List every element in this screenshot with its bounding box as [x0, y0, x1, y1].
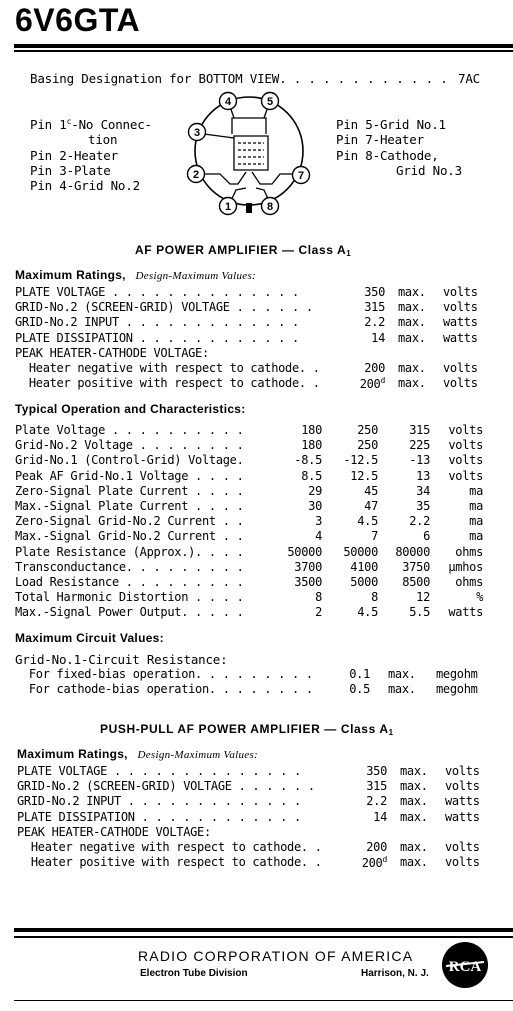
- typical-label: Zero-Signal Grid-No.2 Current . .: [15, 514, 244, 529]
- section2-ratings-title: Maximum Ratings, Design-Maximum Values:: [17, 747, 259, 761]
- rating-label: PLATE VOLTAGE . . . . . . . . . . . . . .: [17, 764, 301, 778]
- typical-v2: -12.5: [343, 453, 378, 468]
- pin-number: Pin 1: [30, 117, 67, 132]
- typical-v3: 225: [409, 438, 430, 453]
- typical-label: Max.-Signal Power Output. . . . .: [15, 605, 244, 620]
- rating-value: 315: [364, 300, 385, 315]
- pin-8-label: 8: [266, 201, 274, 213]
- rating-value: 315: [366, 779, 387, 794]
- circuit-value: 0.5: [349, 682, 370, 697]
- footer-division: Electron Tube Division: [140, 968, 248, 979]
- pin-right-item: Grid No.3: [396, 163, 462, 178]
- basing-value: 7AC: [458, 71, 480, 86]
- rating-unit: watts: [445, 794, 480, 809]
- typical-v1: 3: [315, 514, 322, 529]
- pin-7-label: 7: [297, 170, 305, 182]
- typical-v2: 4.5: [357, 605, 378, 620]
- section2-heading: PUSH-PULL AF POWER AMPLIFIER — Class $A_1$: [100, 722, 394, 737]
- pin-desc: -Plate: [66, 163, 111, 178]
- typical-v1: 50000: [287, 544, 322, 559]
- typical-unit: ma: [469, 529, 483, 544]
- typical-v3: 6: [423, 529, 430, 544]
- rating-unit: volts: [443, 285, 478, 299]
- rating-label: Heater negative with respect to cathode. .: [17, 840, 322, 854]
- typical-unit: ma: [469, 483, 483, 498]
- pin-number: Pin 4: [30, 178, 67, 193]
- rating-value: 200: [364, 361, 385, 375]
- circuit-max: max.: [388, 667, 416, 681]
- rating-unit: watts: [443, 330, 478, 345]
- typical-v2: 47: [364, 499, 378, 513]
- circuit-label: For cathode-bias operation. . . . . . . .: [15, 682, 313, 697]
- rating-max: max.: [398, 330, 426, 345]
- pin-right-item: Pin 5-Grid No.1: [336, 117, 446, 132]
- typical-v1: 180: [301, 438, 322, 453]
- typical-unit: %: [476, 590, 483, 605]
- pin-desc: -Heater: [66, 148, 118, 163]
- typical-unit: ohms: [455, 544, 483, 559]
- rating-unit: volts: [445, 764, 480, 778]
- typical-v1: 3500: [294, 575, 322, 589]
- rating-value: 14: [371, 330, 385, 345]
- typical-label: Plate Resistance (Approx.). . . .: [15, 544, 244, 559]
- rating-max: max.: [400, 855, 428, 870]
- basing-label: Basing Designation for BOTTOM VIEW. . . . . . . . . . . .: [30, 71, 448, 86]
- pin-desc: -No Connec-: [71, 117, 152, 132]
- typical-unit: ma: [469, 499, 483, 513]
- key-notch: [246, 203, 252, 213]
- footer-rule: [14, 928, 513, 932]
- rating-max: max.: [400, 794, 428, 809]
- circuit-intro: Grid-No.1-Circuit Resistance:: [15, 652, 228, 667]
- rating-value: 350: [364, 285, 385, 299]
- rating-unit: volts: [443, 376, 478, 391]
- pin-left-item: [88, 132, 117, 147]
- typical-v3: 12: [416, 590, 430, 605]
- rating-unit: volts: [445, 855, 480, 870]
- typical-v2: 250: [357, 438, 378, 453]
- typical-label: Max.-Signal Plate Current . . . .: [15, 499, 244, 513]
- rating-max: max.: [400, 809, 428, 824]
- rating-value: 200$^d$: [361, 855, 387, 871]
- pin-left-item: [30, 148, 118, 163]
- title-rule: [14, 44, 513, 48]
- typical-v1: 8.5: [301, 468, 322, 483]
- circuit-label: For fixed-bias operation. . . . . . . . .: [15, 667, 313, 681]
- pin-footnote: c: [66, 117, 72, 126]
- pin-number: Pin 2: [30, 148, 67, 163]
- pin-4-label: 4: [224, 96, 232, 108]
- typical-label: Grid-No.2 Voltage . . . . . . . .: [15, 438, 244, 453]
- typical-v3: 35: [416, 499, 430, 513]
- typical-v1: 180: [301, 423, 322, 437]
- rating-label: Heater positive with respect to cathode. .: [15, 376, 320, 391]
- svg-text:RCA: RCA: [448, 959, 482, 975]
- typical-unit: volts: [448, 453, 483, 468]
- pin-5-label: 5: [266, 96, 274, 108]
- typical-v3: 5.5: [409, 605, 430, 620]
- pin-1-label: 1: [224, 201, 232, 213]
- rating-value: 2.2: [364, 315, 385, 330]
- rating-unit: watts: [443, 315, 478, 330]
- rating-value: 200: [366, 840, 387, 854]
- typical-v1: 2: [315, 605, 322, 620]
- typical-unit: ma: [469, 514, 483, 529]
- typical-v1: 30: [308, 499, 322, 513]
- typical-unit: µmhos: [448, 559, 483, 574]
- rating-label: PLATE DISSIPATION . . . . . . . . . . . .: [17, 809, 301, 824]
- typical-v2: 50000: [343, 544, 378, 559]
- section1-ratings-title: Maximum Ratings, Design-Maximum Values:: [15, 268, 257, 282]
- rating-label: Heater positive with respect to cathode. .: [17, 855, 322, 870]
- typical-v2: 4.5: [357, 514, 378, 529]
- rating-unit: volts: [443, 361, 478, 375]
- rating-label: GRID-No.2 INPUT . . . . . . . . . . . . .: [15, 315, 299, 330]
- typical-v3: 80000: [395, 544, 430, 559]
- rating-max: max.: [398, 300, 426, 315]
- typical-v3: 8500: [402, 575, 430, 589]
- typical-title: Typical Operation and Characteristics:: [15, 402, 246, 416]
- typical-label: Plate Voltage . . . . . . . . . .: [15, 423, 244, 437]
- typical-unit: volts: [448, 423, 483, 437]
- rating-value: 14: [373, 809, 387, 824]
- typical-v3: -13: [409, 453, 430, 468]
- typical-v1: 29: [308, 483, 322, 498]
- typical-v2: 4100: [350, 559, 378, 574]
- typical-label: Zero-Signal Plate Current . . . .: [15, 483, 244, 498]
- bottom-rule: [14, 1000, 513, 1001]
- circuit-max: max.: [388, 682, 416, 697]
- rating-label: GRID-No.2 (SCREEN-GRID) VOLTAGE . . . . . .: [17, 779, 315, 794]
- title-rule-thin: [14, 50, 513, 52]
- rating-unit: volts: [445, 840, 480, 854]
- typical-v2: 7: [371, 529, 378, 544]
- typical-v3: 2.2: [409, 514, 430, 529]
- rating-max: max.: [398, 361, 426, 375]
- pin-left-item: [30, 163, 111, 178]
- typical-label: Max.-Signal Grid-No.2 Current . .: [15, 529, 244, 544]
- rating-max: max.: [398, 315, 426, 330]
- pin-right-item: Pin 7-Heater: [336, 132, 424, 147]
- typical-label: Transconductance. . . . . . . . .: [15, 559, 244, 574]
- typical-label: Total Harmonic Distortion . . . .: [15, 590, 244, 605]
- rating-max: max.: [400, 764, 428, 778]
- pin-left-item: [30, 178, 140, 193]
- pin-2-label: 2: [192, 169, 200, 181]
- footer-rule-thin: [14, 936, 513, 938]
- pin-desc: -Grid No.2: [66, 178, 140, 193]
- typical-v2: 5000: [350, 575, 378, 589]
- typical-label: Grid-No.1 (Control-Grid) Voltage.: [15, 453, 244, 468]
- footer-company: RADIO CORPORATION OF AMERICA: [138, 948, 414, 964]
- rating-label: GRID-No.2 (SCREEN-GRID) VOLTAGE . . . . . .: [15, 300, 313, 315]
- typical-label: Load Resistance . . . . . . . . .: [15, 575, 244, 589]
- typical-unit: ohms: [455, 575, 483, 589]
- rating-unit: volts: [443, 300, 478, 315]
- rating-max: max.: [398, 285, 426, 299]
- typical-v2: 250: [357, 423, 378, 437]
- typical-v3: 34: [416, 483, 430, 498]
- rating-unit: watts: [445, 809, 480, 824]
- typical-unit: volts: [448, 438, 483, 453]
- typical-v1: -8.5: [294, 453, 322, 468]
- rating-label: GRID-No.2 INPUT . . . . . . . . . . . . .: [17, 794, 301, 809]
- circuit-unit: megohm: [436, 667, 478, 681]
- typical-v2: 12.5: [350, 468, 378, 483]
- rating-label: PLATE DISSIPATION . . . . . . . . . . . .: [15, 330, 299, 345]
- rca-logo: [440, 940, 490, 990]
- footer-location: Harrison, N. J.: [361, 968, 429, 979]
- rating-value: 200$^d$: [359, 376, 385, 392]
- typical-v3: 3750: [402, 559, 430, 574]
- typical-v3: 13: [416, 468, 430, 483]
- typical-v1: 8: [315, 590, 322, 605]
- pin-desc: tion: [88, 132, 118, 147]
- rating-max: max.: [398, 376, 426, 391]
- pin-right-item: Pin 8-Cathode,: [336, 148, 439, 163]
- typical-v2: 8: [371, 590, 378, 605]
- rating-value: 2.2: [366, 794, 387, 809]
- typical-v2: 45: [364, 483, 378, 498]
- typical-unit: volts: [448, 468, 483, 483]
- typical-v1: 4: [315, 529, 322, 544]
- pin-3-label: 3: [193, 127, 201, 139]
- rating-max: max.: [400, 779, 428, 794]
- rating-label: PLATE VOLTAGE . . . . . . . . . . . . . .: [15, 285, 299, 299]
- page-title: 6V6GTA: [15, 2, 141, 38]
- section1-heading: AF POWER AMPLIFIER — Class $A_1$: [135, 243, 352, 258]
- tube-base-diagram: [180, 88, 320, 220]
- pin-left-item: [30, 117, 152, 132]
- rating-max: max.: [400, 840, 428, 854]
- rating-label: PEAK HEATER-CATHODE VOLTAGE:: [15, 345, 209, 360]
- circuit-value: 0.1: [349, 667, 370, 681]
- typical-label: Peak AF Grid-No.1 Voltage . . . .: [15, 468, 244, 483]
- rating-label: Heater negative with respect to cathode. .: [15, 361, 320, 375]
- rating-label: PEAK HEATER-CATHODE VOLTAGE:: [17, 824, 211, 839]
- typical-v3: 315: [409, 423, 430, 437]
- circuit-title: Maximum Circuit Values:: [15, 631, 164, 645]
- circuit-unit: megohm: [436, 682, 478, 697]
- pin-number: Pin 3: [30, 163, 67, 178]
- rating-value: 350: [366, 764, 387, 778]
- rating-unit: volts: [445, 779, 480, 794]
- typical-v1: 3700: [294, 559, 322, 574]
- typical-unit: watts: [448, 605, 483, 620]
